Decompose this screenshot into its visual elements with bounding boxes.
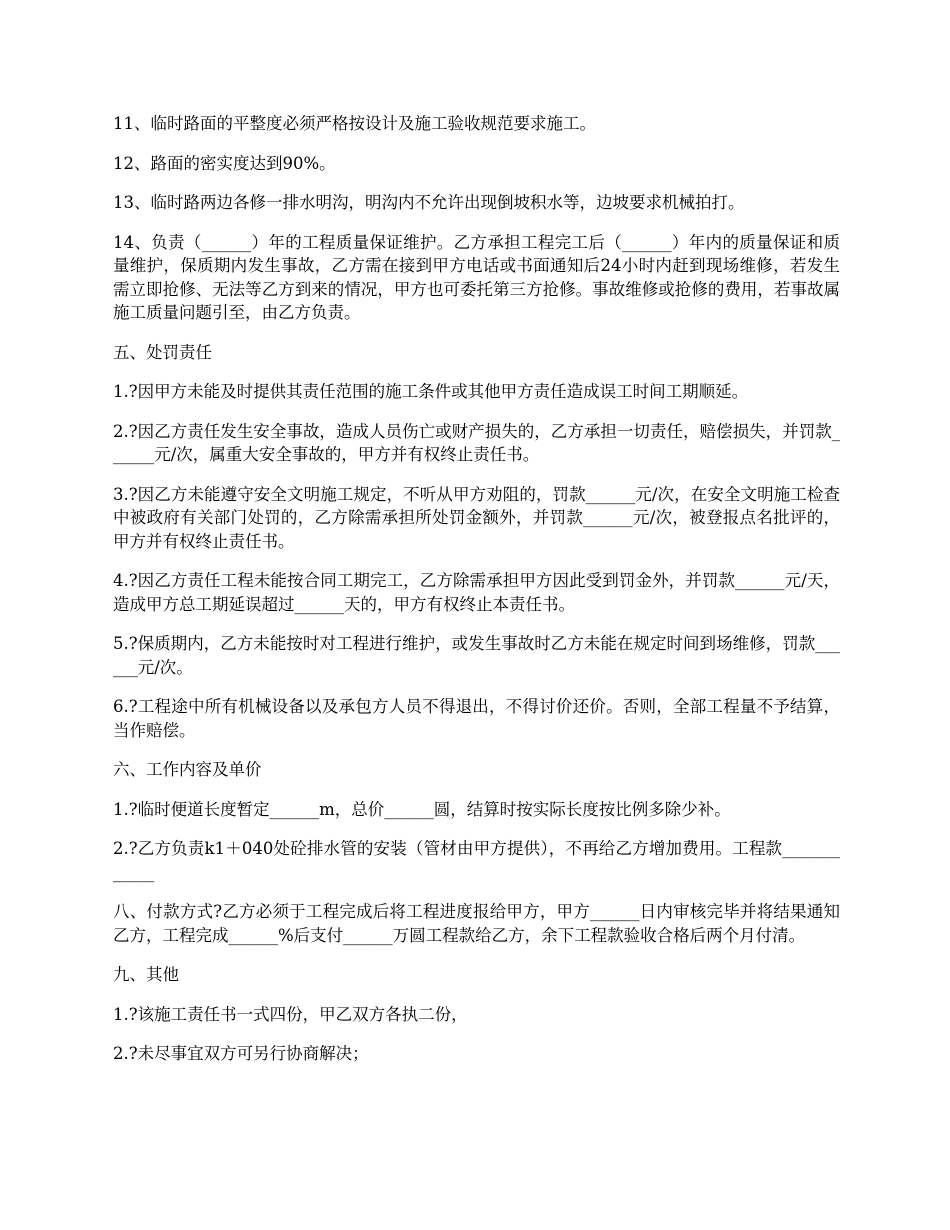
penalty-clause-6: 6.?工程途中所有机械设备以及承包方人员不得退出，不得讨价还价。否则，全部工程量不予结算，当作赔偿。 [113, 697, 840, 740]
section-heading-other: 九、其他 [113, 965, 179, 984]
penalty-clause-1: 1.?因甲方未能及时提供其责任范围的施工条件或其他甲方责任造成误工时间工期顺延。 [113, 382, 749, 401]
other-clause-2: 2.?未尽事宜双方可另行协商解决； [113, 1044, 369, 1063]
section-heading-penalties: 五、处罚责任 [113, 342, 212, 362]
other-clause-1: 1.?该施工责任书一式四份，甲乙双方各执二份， [113, 1004, 468, 1024]
penalty-clause-5: 5.?保质期内，乙方未能按时对工程进行维护，或发生事故时乙方未能在规定时间到场维修，罚款______元/次。 [113, 634, 840, 677]
work-clause-1: 1.?临时便道长度暂定______m，总价______圆，结算时按实际长度按比例多除少补。 [113, 799, 731, 819]
clause-13: 13、临时路两边各修一排水明沟，明沟内不允许出现倒坡积水等，边坡要求机械拍打。 [113, 193, 745, 212]
clause-11: 11、临时路面的平整度必须严格按设计及施工验收规范要求施工。 [113, 114, 596, 133]
penalty-clause-4: 4.?因乙方责任工程未能按合同工期完工，乙方除需承担甲方因此受到罚金外，并罚款______元/天，造成甲方总工期延误超过______天的，甲方有权终止本责任书。 [113, 571, 840, 614]
clause-14: 14、负责（______）年的工程质量保证维护。乙方承担工程完工后（______）年内的质量保证和质量维护，保质期内发生事故，乙方需在接到甲方电话或书面通知后24小时内赶到现场维修，若发生需立即抢修、无法等乙方到来的情况，甲方也可委托第三方抢修。事故维修或抢修的费用，若事故属施工质量问题引至，由乙方负责。 [113, 232, 840, 322]
penalty-clause-2: 2.?因乙方责任发生安全事故，造成人员伤亡或财产损失的，乙方承担一切责任，赔偿损失，并罚款______元/次，属重大安全事故的，甲方并有权终止责任书。 [113, 421, 840, 464]
clause-12: 12、路面的密实度达到90%。 [113, 153, 336, 173]
work-clause-2: 2.?乙方负责k1＋040处砼排水管的安装（管材由甲方提供），不再给乙方增加费用。工程款____________ [113, 839, 840, 882]
payment-terms: 八、付款方式?乙方必须于工程完成后将工程进度报给甲方，甲方______日内审核完毕并将结果通知乙方，工程完成______%后支付______万圆工程款给乙方，余下工程款验收合格后两个月付清。 [113, 902, 840, 945]
penalty-clause-3: 3.?因乙方未能遵守安全文明施工规定，不听从甲方劝阻的，罚款______元/次，在安全文明施工检查中被政府有关部门处罚的，乙方除需承担所处罚金额外，并罚款______元/次，被登报点名批评的，甲方并有权终止责任书。 [113, 484, 840, 551]
section-heading-work-content: 六、工作内容及单价 [113, 760, 262, 779]
document-body [113, 112, 840, 1082]
